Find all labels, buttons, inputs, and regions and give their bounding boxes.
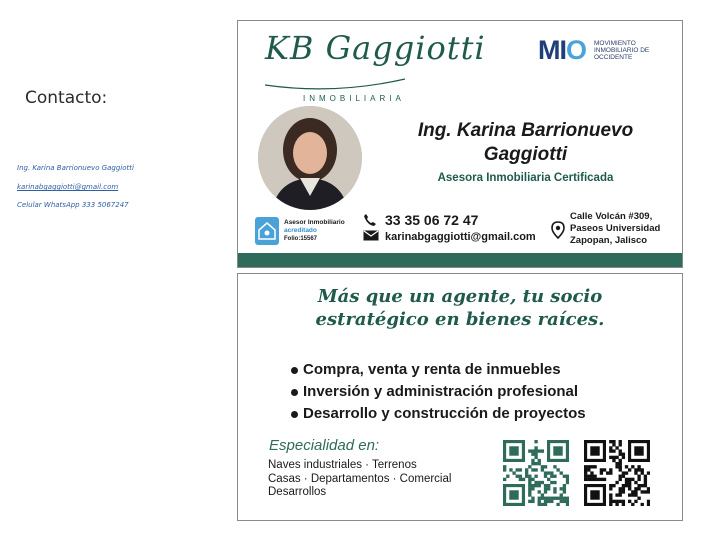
specialty-title: Especialidad en:: [269, 437, 380, 454]
badge-status: acreditado: [284, 227, 317, 234]
list-item: Compra, venta y renta de inmuebles: [291, 359, 586, 381]
card-bottom-stripe: [238, 253, 682, 267]
qr-code-green[interactable]: [503, 440, 569, 506]
mio-logo-text: MOVIMIENTO INMOBILIARIO DE OCCIDENTE: [594, 40, 650, 61]
accreditation-badge-icon: [255, 217, 279, 245]
business-card-front: [237, 20, 683, 268]
address: Calle Volcán #309, Paseos Universidad Zapopan, Jalisco: [570, 211, 661, 246]
contact-heading: Contacto:: [25, 88, 108, 108]
logo-subtitle: INMOBILIARIA: [303, 94, 405, 103]
contact-phone: Celular WhatsApp 333 5067247: [17, 201, 129, 209]
email-row: [363, 230, 536, 244]
agent-name: Ing. Karina Barrionuevo Gaggiotti: [417, 120, 634, 165]
services-list: [291, 359, 586, 425]
mio-logo-mark: MIO: [538, 35, 587, 65]
qr-code-black[interactable]: [584, 440, 650, 506]
email-address[interactable]: karinabgaggiotti@gmail.com: [385, 230, 536, 243]
badge-label: Asesor Inmobiliario: [284, 219, 345, 226]
phone-row: [363, 212, 478, 230]
business-card-back: [237, 273, 683, 521]
location-pin-icon: [551, 221, 565, 239]
phone-icon: [363, 213, 379, 230]
slogan: Más que un agente, tu socio estratégico en bienes raíces.: [315, 286, 605, 330]
contact-email-link[interactable]: karinabgaggiotti@gmail.com: [17, 183, 119, 191]
agent-photo: [258, 106, 362, 210]
list-item: Inversión y administración profesional: [291, 381, 586, 403]
accreditation-badge: [255, 217, 345, 247]
specialty-items: Naves industriales · Terrenos Casas · Departamentos · Comercial Desarrollos: [268, 459, 452, 498]
list-item: Desarrollo y construcción de proyectos: [291, 403, 586, 425]
agent-title: Asesora Inmobiliaria Certificada: [437, 172, 614, 184]
contact-name: Ing. Karina Barrionuevo Gaggiotti: [17, 164, 134, 172]
phone-number[interactable]: 33 35 06 72 47: [385, 212, 479, 228]
badge-folio: Folio:15567: [284, 236, 318, 242]
kb-gaggiotti-logo: KB Gaggiotti: [265, 29, 486, 67]
logo-swoosh-icon: [260, 73, 410, 93]
mail-icon: [363, 230, 379, 244]
